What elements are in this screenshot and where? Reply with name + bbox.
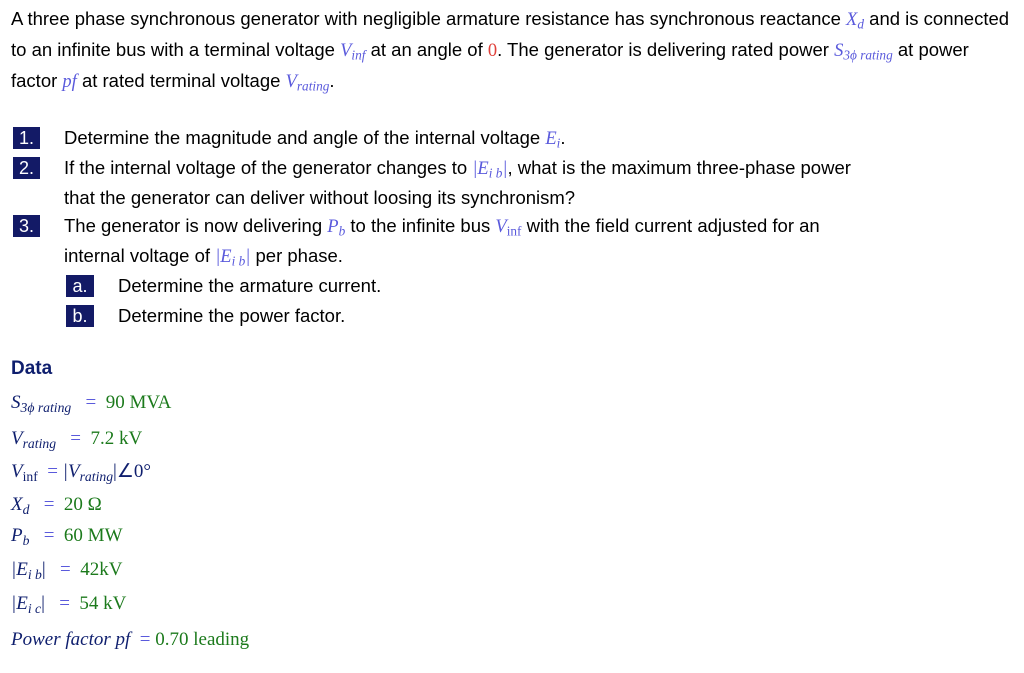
data-row-pb: $P_b$ = 60 MW <box>11 525 123 548</box>
data-row-s-rating: $S_{3\phi rating}$ = 90 MVA <box>11 392 172 415</box>
data-row-eic: $|E_{i c}|$ = 54 kV <box>11 593 127 616</box>
s-rating-symbol: $S_{3\phi rating}$ <box>834 41 893 63</box>
data-row-xd: $X_d$ = 20 Ω <box>11 494 102 517</box>
intro-text: A three phase synchronous generator with negligible armature resistance has synchronous reactance <box>11 8 841 29</box>
question-number: 1. <box>13 127 40 149</box>
subquestion-text: Determine the power factor. <box>118 305 346 326</box>
question-number: 2. <box>13 157 40 179</box>
angle-value: 0 <box>487 41 498 61</box>
question-number: 3. <box>13 215 40 237</box>
data-row-power-factor: Power factor pf = 0.70 leading <box>11 629 250 650</box>
intro-text: . The generator is delivering rated power <box>497 39 829 60</box>
intro-text: and is connected to an infinite bus with a terminal voltage <box>11 8 1010 60</box>
data-row-v-inf: $V_{inf}$ = $|V_{rating}|\angle 0^\circ$ <box>11 461 151 484</box>
question-text: The generator is now delivering $P_b$ to the infinite bus $V_{inf}$ with the field current adjusted for an internal voltage of $|E_{i b}|$ per phase. <box>64 215 820 269</box>
data-heading: Data <box>11 358 53 379</box>
data-row-eib: $|E_{i b}|$ = 42kV <box>11 559 123 582</box>
question-text: If the internal voltage of the generator changes to $|E_{i b}|$, what is the maximum three-phase power that the generator can deliver without loosing its synchronism? <box>64 157 851 208</box>
intro-text: at rated terminal voltage <box>81 70 281 91</box>
intro-text: at an angle of <box>370 39 483 60</box>
pf-symbol: pf <box>62 72 77 92</box>
subquestion-letter: a. <box>66 275 94 297</box>
intro-text: at power factor <box>11 39 969 91</box>
question-text: Determine the magnitude and angle of the internal voltage $E_i$. <box>64 127 566 151</box>
subquestion-text: Determine the armature current. <box>118 275 382 296</box>
data-row-v-rating: $V_{rating}$ = 7.2 kV <box>11 428 143 451</box>
subquestion-letter: b. <box>66 305 94 327</box>
vinf-symbol: $V_{inf}$ <box>340 41 366 63</box>
v-rating-symbol: $V_{rating}$ <box>285 72 330 94</box>
xd-symbol: $X_d$ <box>846 10 865 32</box>
problem-statement: A three phase synchronous generator with negligible armature resistance has synchronous reactance $X_d$ and is connected to an infinite bus with a terminal voltage $V_{inf}$ at an angle of 0. The generator is delivering rated power $S_{3\phi rating}$ at power factor pf at rated terminal voltage $V_{rating}$. <box>11 8 1010 94</box>
